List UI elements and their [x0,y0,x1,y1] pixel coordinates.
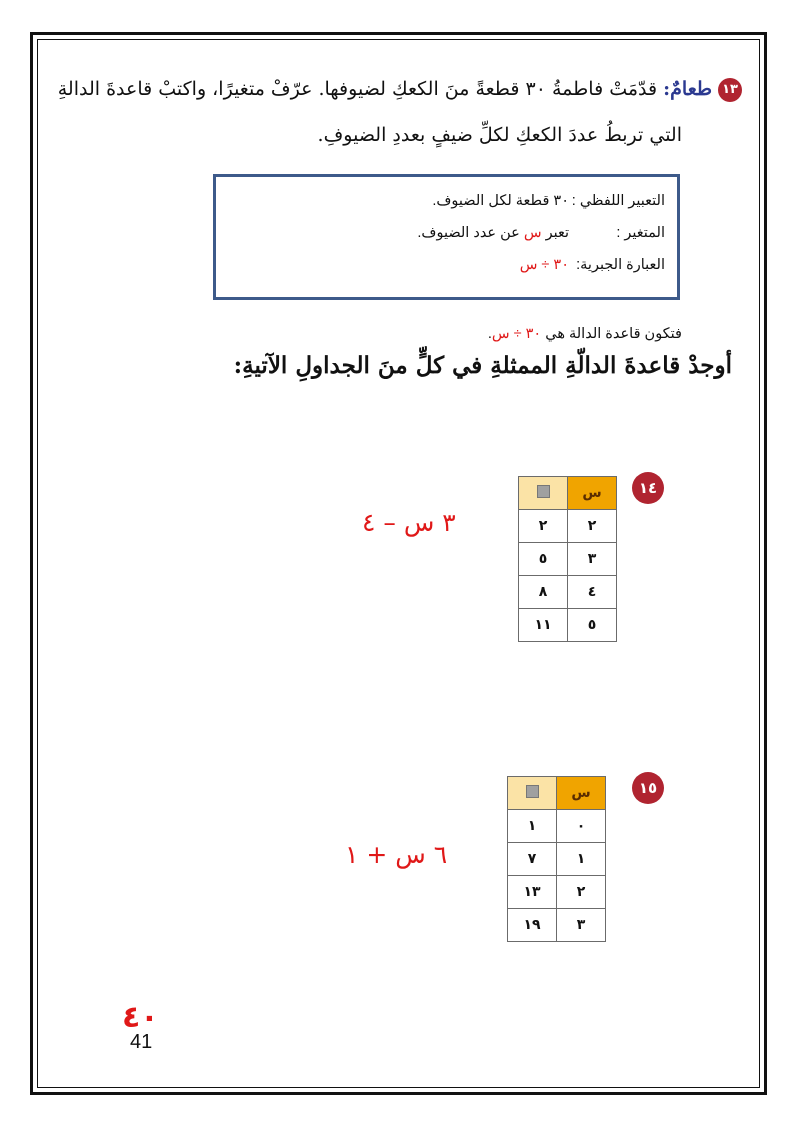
table-row [519,543,617,576]
cell-x: ١ [557,843,606,876]
page-number-arabic: ٤٠ [122,1000,159,1035]
cell-x: ٣ [557,909,606,942]
cell-y: ١٩ [508,909,557,942]
algebraic-label: العبارة الجبرية: [576,257,665,273]
cell-x: ٠ [557,810,606,843]
algebraic-row [216,249,665,281]
cell-x: ٤ [568,576,617,609]
table-row [519,510,617,543]
table-row [519,576,617,609]
variable-pre: تعبر [545,225,569,241]
table-header-row [508,777,606,810]
cell-y: ٥ [519,543,568,576]
header-x: س [557,777,606,810]
cell-y: ٢ [519,510,568,543]
table-row [508,876,606,909]
cell-y: ٨ [519,576,568,609]
page-number: 41 [130,1031,153,1053]
blank-square-icon [537,485,550,498]
problem-14-badge: ١٤ [632,472,664,504]
function-table-14 [518,476,617,642]
variable-row [216,217,665,249]
problem-number-badge: ١٣ [718,78,742,102]
conclusion-value: ٣٠ ÷ س [491,326,542,342]
blank-square-icon [526,785,539,798]
answer-box [213,174,680,300]
header-y [508,777,557,810]
header-y [519,477,568,510]
cell-y: ١٣ [508,876,557,909]
table-header-row [519,477,617,510]
table-row [519,609,617,642]
section-heading: أوجدْ قاعدةَ الدالّةِ الممثلةِ في كلٍّ منَ الجداولِ الآتيةِ: [233,352,732,379]
rule-14: ٣ س – ٤ [362,508,456,537]
verbal-row [216,185,665,217]
table-row [508,810,606,843]
cell-x: ٥ [568,609,617,642]
variable-symbol: س [523,225,542,241]
problem-keyword: طعامٌ: [663,78,712,100]
algebraic-value: ٣٠ ÷ س [519,257,569,273]
variable-post: عن عدد الضيوف. [417,225,520,241]
cell-y: ١١ [519,609,568,642]
cell-x: ٢ [568,510,617,543]
verbal-label: التعبير اللفظي : [571,193,665,209]
problem-line-2: التي تربطُ عددَ الكعكِ لكلِّ ضيفٍ بعددِ الضيوفِ. [317,124,682,146]
cell-x: ٢ [557,876,606,909]
conclusion [488,326,682,342]
problem-15-badge: ١٥ [632,772,664,804]
table-row [508,909,606,942]
header-x: س [568,477,617,510]
cell-x: ٣ [568,543,617,576]
cell-y: ٧ [508,843,557,876]
variable-label: المتغير : [616,225,665,241]
function-table-15 [507,776,606,942]
rule-15: ٦ س + ١ [345,840,448,869]
table-row [508,843,606,876]
verbal-value: ٣٠ قطعة لكل الضيوف. [432,193,569,209]
conclusion-text: فتكون قاعدة الدالة هي [545,326,682,342]
problem-13 [52,66,742,158]
cell-y: ١ [508,810,557,843]
problem-line-1: قدّمَتْ فاطمةُ ٣٠ قطعةً منَ الكعكِ لضيوفها. عرّفْ متغيرًا، واكتبْ قاعدةَ الدالةِ [57,78,658,100]
conclusion-end: . [487,326,492,342]
